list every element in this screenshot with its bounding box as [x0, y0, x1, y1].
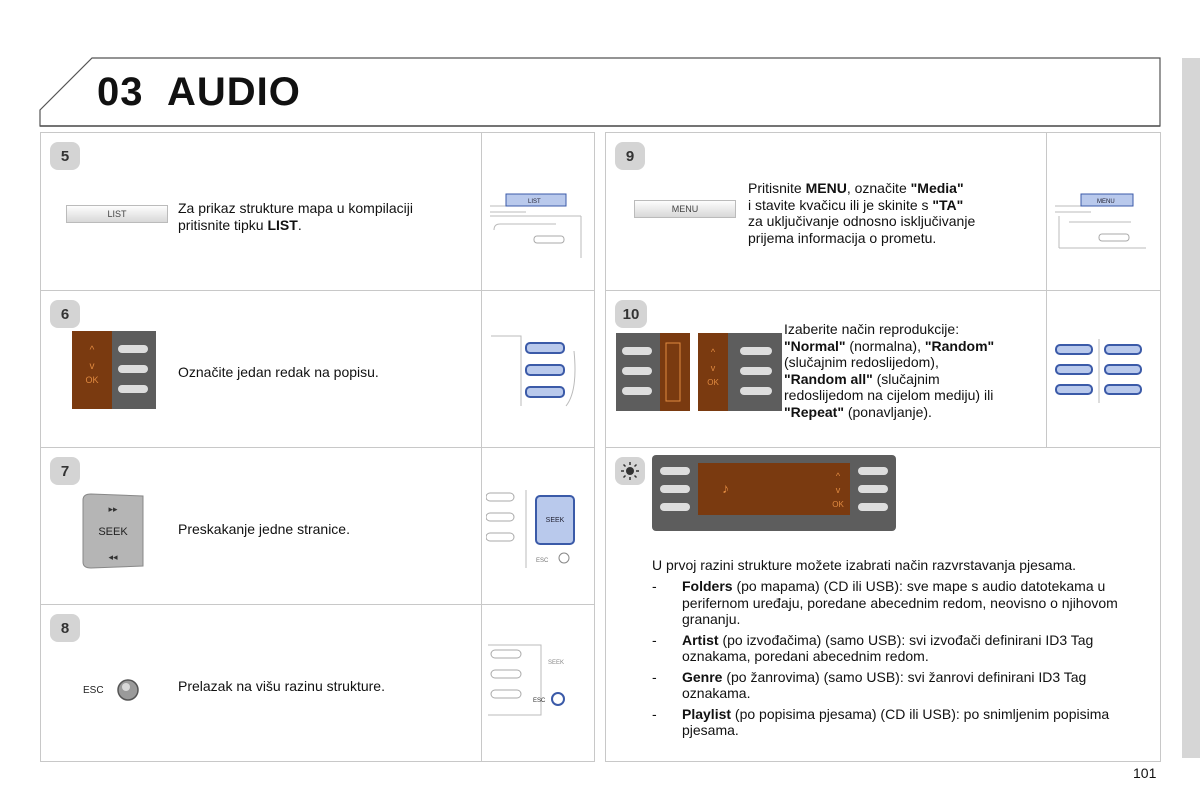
sort-mode-item: - Genre (po žanrovima) (samo USB): svi žanrovi definirani ID3 Tag oznakama.: [652, 668, 1087, 701]
list-button-image: LIST: [66, 205, 168, 223]
menu-button-image: MENU: [634, 200, 736, 218]
svg-text:MENU: MENU: [1097, 199, 1115, 205]
info-row: [606, 448, 1160, 761]
page-number: 101: [1133, 765, 1157, 781]
left-steps-panel: [40, 132, 595, 762]
random-selector-illustration-1: [616, 333, 690, 411]
chapter-number: 03: [97, 70, 144, 114]
radio-display-illustration: [652, 455, 896, 531]
tip-badge: [615, 457, 645, 485]
step-5-row: [41, 133, 594, 291]
step-10-row: [606, 291, 1160, 448]
menu-key-location-illustration: [1051, 188, 1156, 258]
list-key-location-illustration: [486, 188, 591, 258]
step-number-badge: 7: [50, 457, 80, 485]
random-selector-illustration-2: [698, 333, 782, 411]
chapter-title: AUDIO: [167, 70, 301, 114]
svg-text:ESC: ESC: [533, 698, 546, 704]
svg-text:▸▸: ▸▸: [108, 504, 118, 514]
dual-selector-location-illustration: [1051, 331, 1156, 406]
svg-text:OK: OK: [85, 375, 99, 385]
svg-text:OK: OK: [832, 500, 844, 509]
step-7-text: Preskakanje jedne stranice.: [178, 521, 350, 537]
step-7-row: [41, 448, 594, 605]
svg-text:SEEK: SEEK: [548, 660, 565, 666]
step-number-badge: 9: [615, 142, 645, 170]
seek-button-illustration: [77, 492, 145, 570]
sort-mode-item: - Folders (po mapama) (CD ili USB): sve mape s audio datotekama u perifernom uređaju, poredane abecednim redom, neovisno o njihovom grananju.: [652, 578, 1118, 627]
step-5-text: Za prikaz strukture mapa u kompilaciji pritisnite tipku LIST.: [178, 200, 413, 233]
svg-text:^: ^: [89, 345, 95, 356]
step-6-row: [41, 291, 594, 448]
sort-mode-list: [652, 574, 1152, 739]
step-6-text: Označite jedan redak na popisu.: [178, 364, 379, 380]
svg-text:^: ^: [835, 471, 841, 481]
svg-text:SEEK: SEEK: [545, 517, 565, 524]
sun-icon: [620, 461, 640, 481]
step-10-text: Izaberite način reprodukcije: "Normal" (normalna), "Random" (slučajnim redoslijedom), "Random all" (slučajnim redoslijedom na cijelom mediju) ili "Repeat" (ponavljanje).: [784, 321, 995, 420]
step-number-badge: 8: [50, 614, 80, 642]
svg-text:♪: ♪: [722, 480, 729, 496]
svg-text:SEEK: SEEK: [98, 526, 128, 538]
step-8-row: [41, 605, 594, 762]
svg-text:v: v: [89, 361, 95, 372]
svg-text:LIST: LIST: [528, 199, 541, 205]
svg-text:v: v: [710, 363, 716, 373]
right-steps-panel: [605, 132, 1161, 762]
sort-mode-item: - Playlist (po popisima pjesama) (CD ili USB): po snimljenim popisima pjesama.: [652, 705, 1110, 738]
esc-button-label: ESC: [83, 685, 104, 696]
step-number-badge: 5: [50, 142, 80, 170]
sidebar-tab: [1182, 58, 1200, 758]
svg-text:v: v: [835, 485, 841, 495]
svg-text:^: ^: [710, 347, 716, 357]
svg-text:ESC: ESC: [536, 558, 549, 564]
step-number-badge: 10: [615, 300, 647, 328]
seek-location-illustration: [486, 488, 591, 573]
sort-mode-item: - Artist (po izvođačima) (samo USB): svi izvođači definirani ID3 Tag oznakama, poredani abecednim redom.: [652, 631, 1094, 664]
step-number-badge: 6: [50, 300, 80, 328]
step-9-row: [606, 133, 1160, 291]
esc-button-icon: [115, 677, 141, 703]
svg-text:OK: OK: [707, 378, 719, 387]
svg-text:◂◂: ◂◂: [108, 552, 118, 562]
info-intro: U prvoj razini strukture možete izabrati način razvrstavanja pjesama.: [652, 557, 1077, 573]
step-8-text: Prelazak na višu razinu strukture.: [178, 678, 385, 694]
step-9-text: Pritisnite MENU, označite "Media" i stavite kvačicu ili je skinite s "TA" za uključivanje odnosno isključivanje prijema informacija o prometu.: [748, 180, 976, 246]
ok-selector-illustration: [72, 331, 156, 409]
esc-location-illustration: [486, 640, 591, 725]
selector-location-illustration: [486, 321, 591, 411]
